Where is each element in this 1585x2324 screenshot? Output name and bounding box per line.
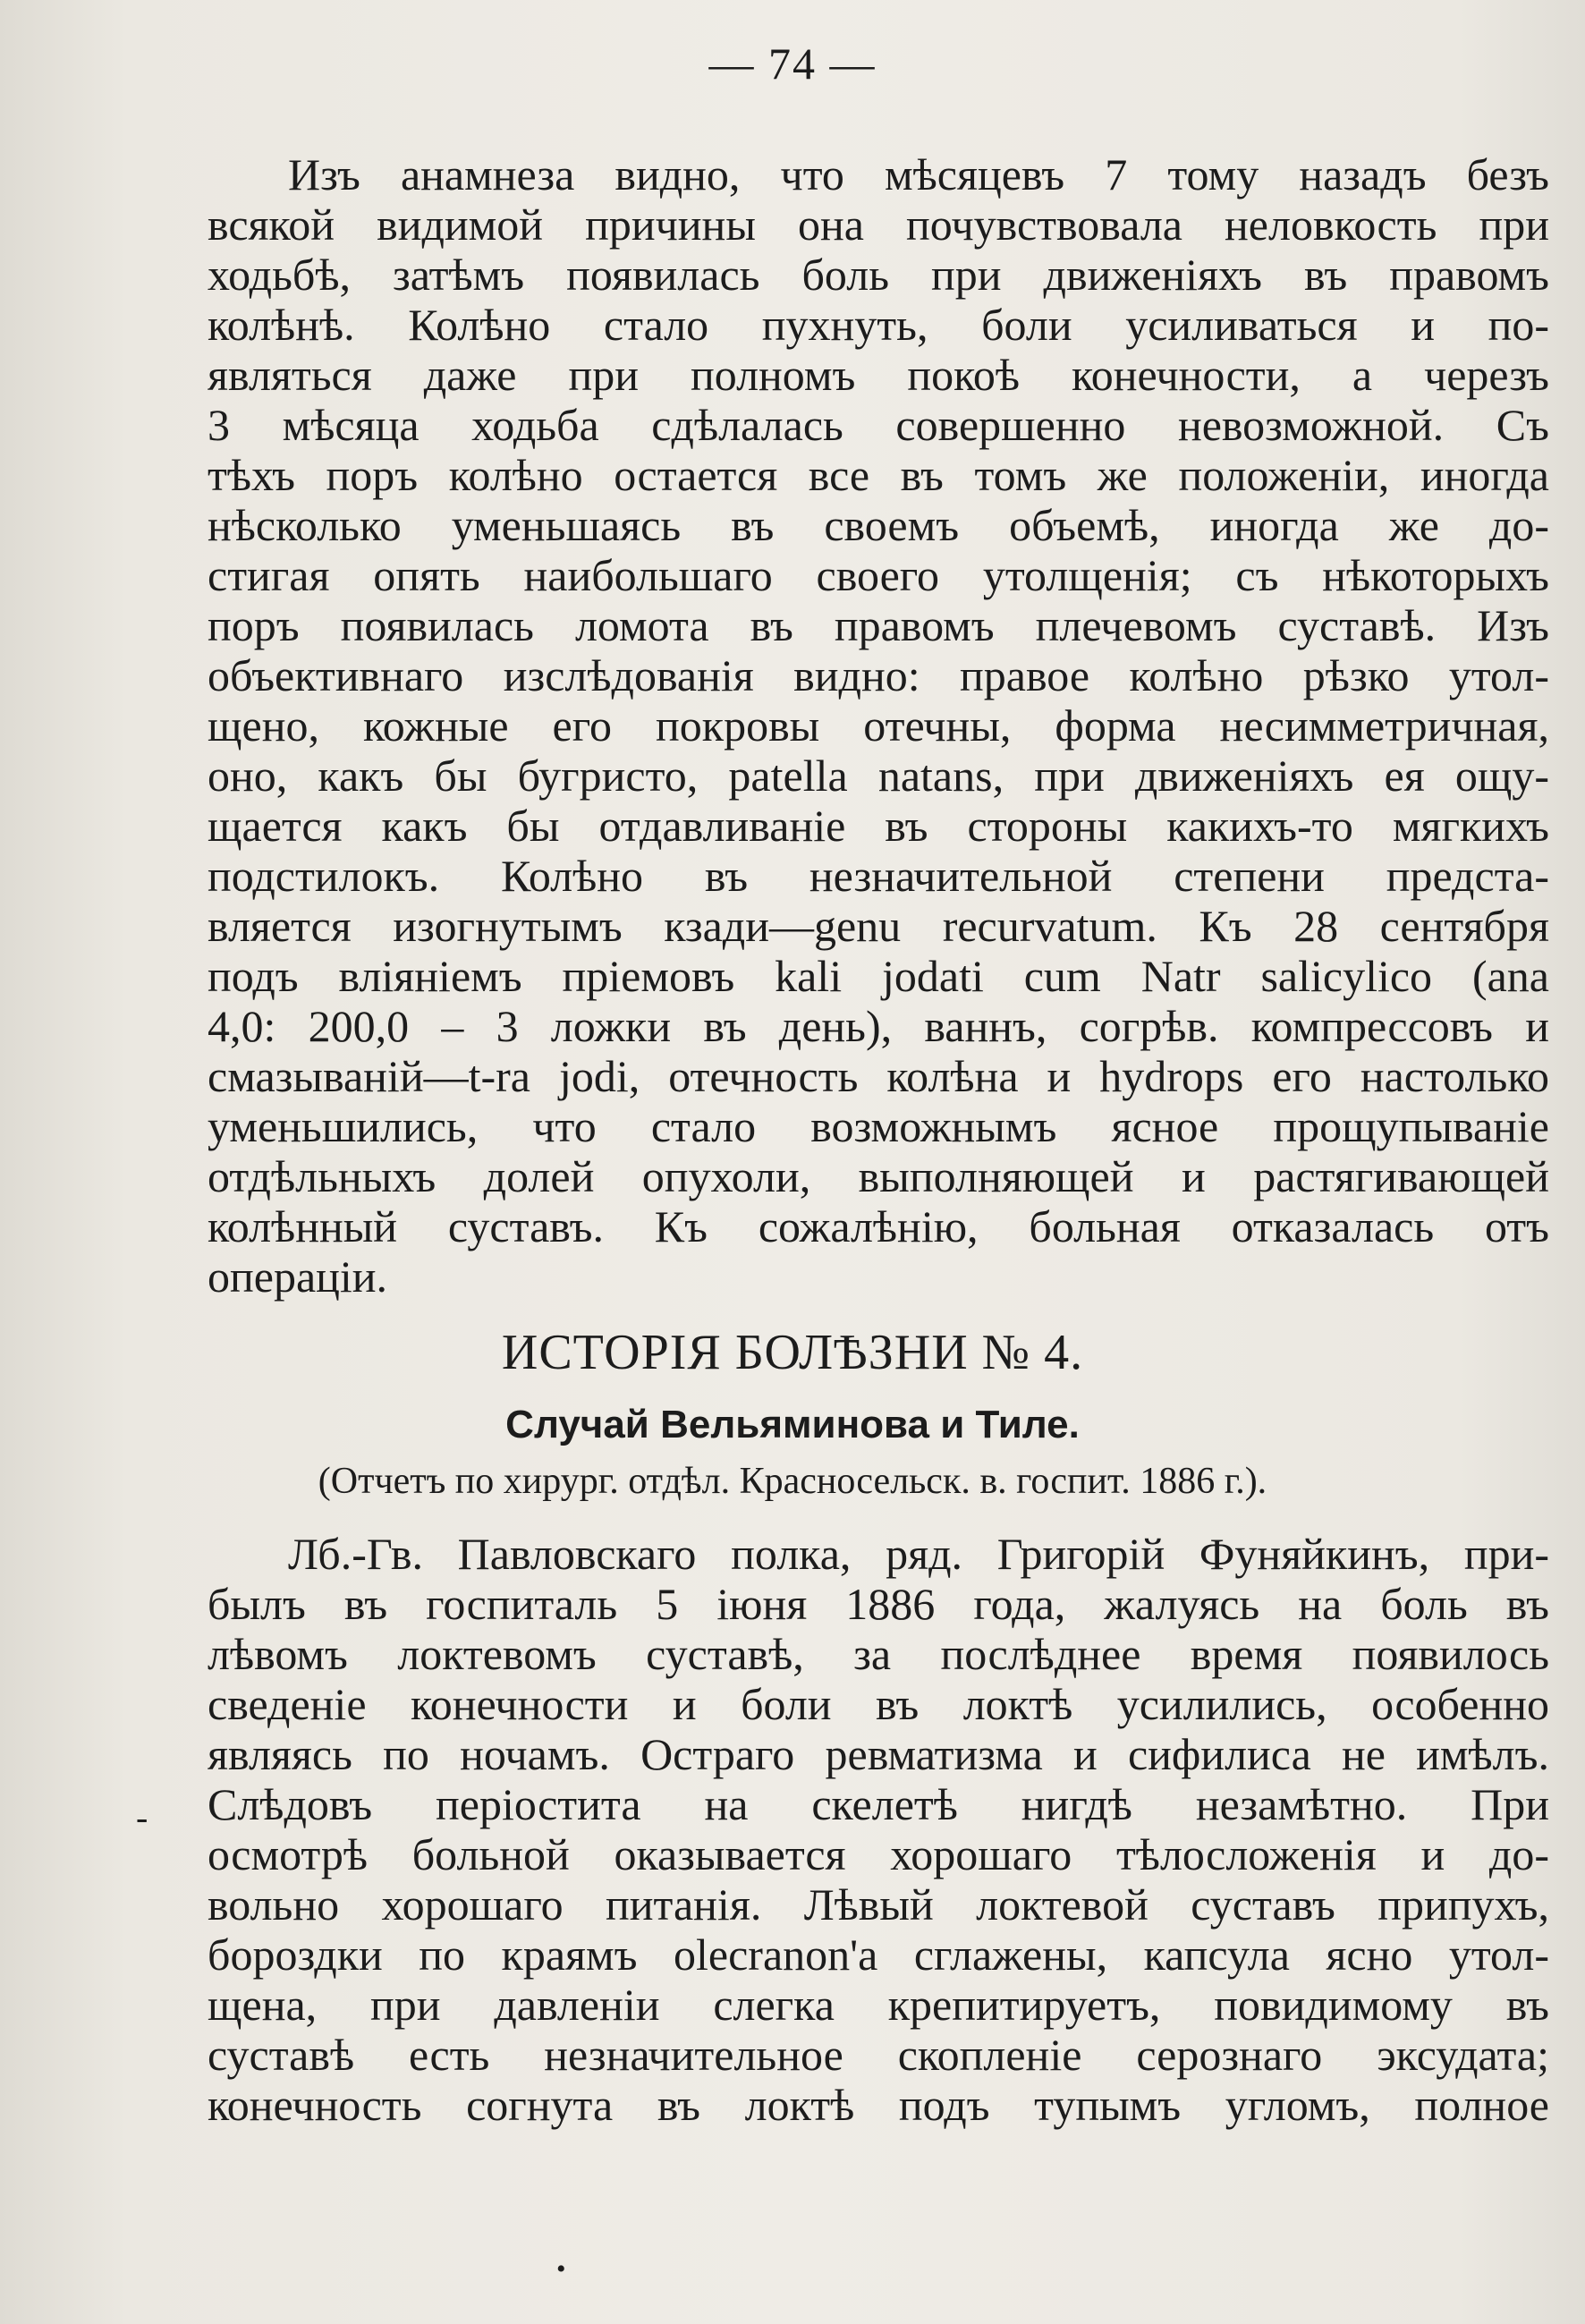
history-title: ИСТОРІЯ БОЛѢЗНИ № 4. (501, 1325, 1084, 1380)
text-line: Слѣдовъ періостита на скелетѣ нигдѣ незамѣтно. При (208, 1779, 1549, 1829)
text-line: бороздки по краямъ olecranon'а сглажены, капсула ясно утол- (208, 1930, 1549, 1980)
text-line: вляется изогнутымъ кзади—genu recurvatum. Къ 28 сентября (208, 901, 1549, 951)
text-line: являться даже при полномъ покоѣ конечности, а черезъ (208, 350, 1549, 400)
text-line: нѣсколько уменьшаясь въ своемъ объемѣ, иногда же до- (208, 500, 1549, 550)
text-line: объективнаго изслѣдованія видно: правое колѣно рѣзко утол- (208, 650, 1549, 700)
text-line: суставѣ есть незначительное скопленіе серознаго эксудата; (208, 2030, 1549, 2080)
text-line: отдѣльныхъ долей опухоли, выполняющей и растягивающей (208, 1151, 1549, 1201)
text-line: сведеніе конечности и боли въ локтѣ усилились, особенно (208, 1679, 1549, 1729)
text-line: лѣвомъ локтевомъ суставѣ, за послѣднее время появилось (208, 1629, 1549, 1679)
text-line: подъ вліяніемъ пріемовъ kali jodati cum Natr salicylico (ana (208, 951, 1549, 1001)
text-line: колѣнный суставъ. Къ сожалѣнію, больная отказалась отъ (208, 1201, 1549, 1251)
text-line: Лб.-Гв. Павловскаго полка, ряд. Григорій Фуняйкинъ, при- (288, 1529, 1549, 1579)
text-line: являясь по ночамъ. Остраго ревматизма и сифилиса не имѣлъ. (208, 1729, 1549, 1779)
text-line: стигая опять наибольшаго своего утолщенія; съ нѣкоторыхъ (208, 550, 1549, 600)
page-number: — 74 — (708, 38, 877, 89)
text-line: ходьбѣ, затѣмъ появилась боль при движеніяхъ въ правомъ (208, 250, 1549, 300)
text-line: вольно хорошаго питанія. Лѣвый локтевой суставъ припухъ, (208, 1879, 1549, 1930)
margin-mark: - (136, 1797, 148, 1837)
text-line: 4,0: 200,0 – 3 ложки въ день), ваннъ, согрѣв. компрессовъ и (208, 1001, 1549, 1051)
source-note: (Отчетъ по хирург. отдѣл. Красносельск. в. госпит. 1886 г.). (318, 1461, 1267, 1502)
text-line: Изъ анамнеза видно, что мѣсяцевъ 7 тому назадъ безъ (288, 149, 1549, 199)
text-line: оно, какъ бы бугристо, patella natans, при движеніяхъ ея ощу- (208, 751, 1549, 801)
text-line: щена, при давленіи слегка крепитируетъ, повидимому въ (208, 1980, 1549, 2030)
text-line: всякой видимой причины она почувствовала неловкость при (208, 199, 1549, 250)
text-line: операціи. (208, 1251, 388, 1302)
text-line: 3 мѣсяца ходьба сдѣлалась совершенно невозможной. Съ (208, 400, 1549, 450)
case-title: Случай Вельяминова и Тиле. (505, 1403, 1080, 1446)
text-line: подстилокъ. Колѣно въ незначительной степени предста- (208, 851, 1549, 901)
text-line: былъ въ госпиталь 5 іюня 1886 года, жалуясь на боль въ (208, 1579, 1549, 1629)
text-line: тѣхъ поръ колѣно остается все въ томъ же положеніи, иногда (208, 450, 1549, 500)
text-line: смазываній—t-ra jodi, отечность колѣна и hydrops его настолько (208, 1051, 1549, 1101)
text-line: щено, кожные его покровы отечны, форма несимметричная, (208, 700, 1549, 751)
text-line: конечность согнута въ локтѣ подъ тупымъ угломъ, полное (208, 2080, 1549, 2130)
text-line: колѣнѣ. Колѣно стало пухнуть, боли усиливаться и по- (208, 300, 1549, 350)
text-line: щается какъ бы отдавливаніе въ стороны какихъ-то мягкихъ (208, 801, 1549, 851)
text-line: уменьшились, что стало возможнымъ ясное прощупываніе (208, 1101, 1549, 1151)
text-line: осмотрѣ больной оказывается хорошаго тѣлосложенія и до- (208, 1829, 1549, 1879)
text-line: поръ появилась ломота въ правомъ плечевомъ суставѣ. Изъ (208, 600, 1549, 650)
ink-speck: • (556, 2254, 566, 2284)
